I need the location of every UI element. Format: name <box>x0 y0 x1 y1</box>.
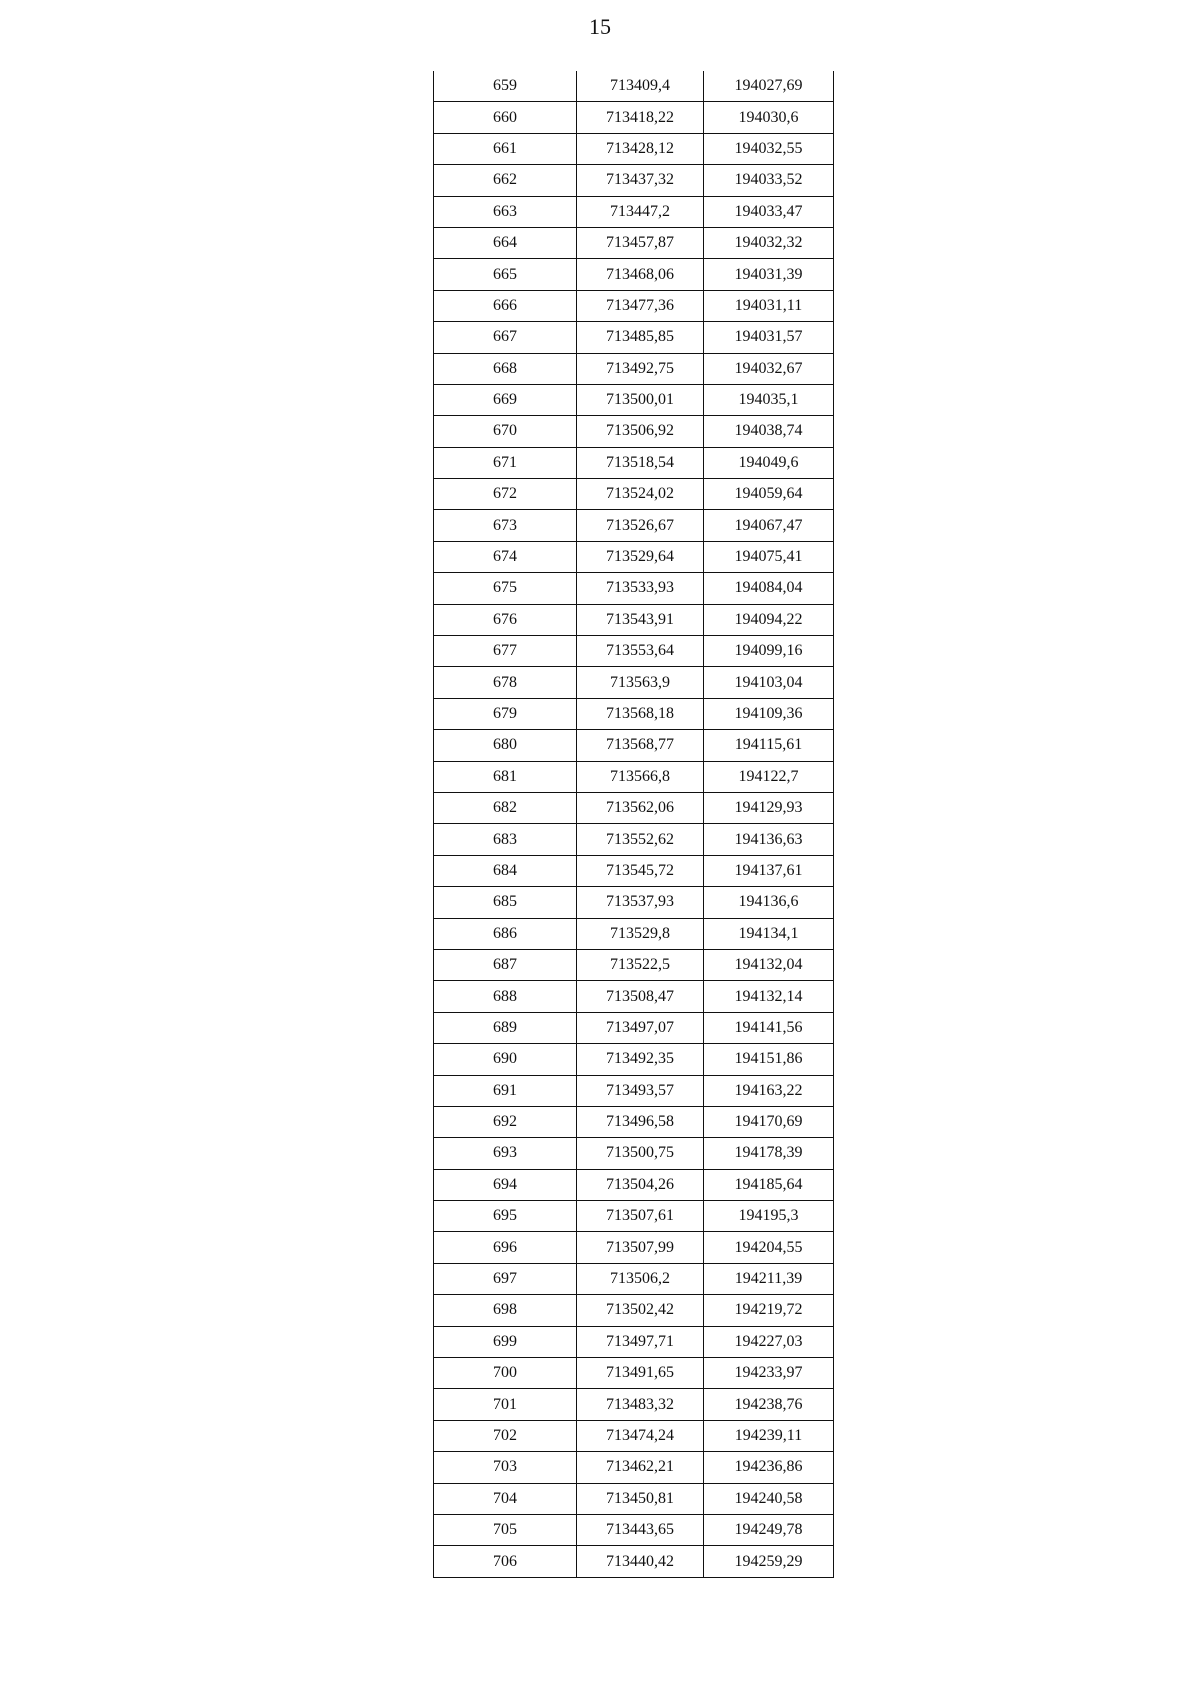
table-row <box>434 384 834 415</box>
y-coordinate-cell: 194032,67 <box>704 353 834 384</box>
point-number-cell: 665 <box>434 259 577 290</box>
table-row <box>434 918 834 949</box>
x-coordinate-cell: 713450,81 <box>577 1483 704 1514</box>
point-number-cell: 675 <box>434 573 577 604</box>
table-row <box>434 1326 834 1357</box>
y-coordinate-cell: 194195,3 <box>704 1201 834 1232</box>
table-row <box>434 416 834 447</box>
point-number-cell: 666 <box>434 290 577 321</box>
table-row <box>434 1483 834 1514</box>
x-coordinate-cell: 713418,22 <box>577 102 704 133</box>
table-row <box>434 1232 834 1263</box>
y-coordinate-cell: 194115,61 <box>704 730 834 761</box>
point-number-cell: 681 <box>434 761 577 792</box>
y-coordinate-cell: 194103,04 <box>704 667 834 698</box>
coordinates-table-body <box>434 71 834 1577</box>
point-number-cell: 659 <box>434 71 577 102</box>
x-coordinate-cell: 713552,62 <box>577 824 704 855</box>
x-coordinate-cell: 713506,92 <box>577 416 704 447</box>
y-coordinate-cell: 194132,14 <box>704 981 834 1012</box>
x-coordinate-cell: 713443,65 <box>577 1514 704 1545</box>
y-coordinate-cell: 194099,16 <box>704 636 834 667</box>
x-coordinate-cell: 713457,87 <box>577 227 704 258</box>
x-coordinate-cell: 713493,57 <box>577 1075 704 1106</box>
y-coordinate-cell: 194137,61 <box>704 855 834 886</box>
y-coordinate-cell: 194122,7 <box>704 761 834 792</box>
x-coordinate-cell: 713485,85 <box>577 322 704 353</box>
y-coordinate-cell: 194033,52 <box>704 165 834 196</box>
x-coordinate-cell: 713522,5 <box>577 949 704 980</box>
y-coordinate-cell: 194075,41 <box>704 541 834 572</box>
point-number-cell: 687 <box>434 949 577 980</box>
x-coordinate-cell: 713545,72 <box>577 855 704 886</box>
x-coordinate-cell: 713447,2 <box>577 196 704 227</box>
x-coordinate-cell: 713409,4 <box>577 71 704 102</box>
table-row <box>434 322 834 353</box>
table-row <box>434 1201 834 1232</box>
table-row <box>434 1295 834 1326</box>
y-coordinate-cell: 194136,63 <box>704 824 834 855</box>
point-number-cell: 668 <box>434 353 577 384</box>
point-number-cell: 689 <box>434 1012 577 1043</box>
point-number-cell: 662 <box>434 165 577 196</box>
y-coordinate-cell: 194030,6 <box>704 102 834 133</box>
y-coordinate-cell: 194170,69 <box>704 1106 834 1137</box>
table-row <box>434 792 834 823</box>
point-number-cell: 695 <box>434 1201 577 1232</box>
y-coordinate-cell: 194136,6 <box>704 887 834 918</box>
table-row <box>434 1389 834 1420</box>
y-coordinate-cell: 194141,56 <box>704 1012 834 1043</box>
y-coordinate-cell: 194031,57 <box>704 322 834 353</box>
x-coordinate-cell: 713477,36 <box>577 290 704 321</box>
x-coordinate-cell: 713537,93 <box>577 887 704 918</box>
x-coordinate-cell: 713468,06 <box>577 259 704 290</box>
y-coordinate-cell: 194132,04 <box>704 949 834 980</box>
y-coordinate-cell: 194233,97 <box>704 1358 834 1389</box>
table-row <box>434 133 834 164</box>
x-coordinate-cell: 713500,75 <box>577 1138 704 1169</box>
x-coordinate-cell: 713562,06 <box>577 792 704 823</box>
x-coordinate-cell: 713568,77 <box>577 730 704 761</box>
x-coordinate-cell: 713563,9 <box>577 667 704 698</box>
y-coordinate-cell: 194239,11 <box>704 1420 834 1451</box>
x-coordinate-cell: 713497,07 <box>577 1012 704 1043</box>
point-number-cell: 678 <box>434 667 577 698</box>
page-number: 15 <box>589 14 611 39</box>
y-coordinate-cell: 194259,29 <box>704 1546 834 1577</box>
x-coordinate-cell: 713553,64 <box>577 636 704 667</box>
table-row <box>434 1075 834 1106</box>
table-row <box>434 479 834 510</box>
table-row <box>434 165 834 196</box>
table-row <box>434 1169 834 1200</box>
point-number-cell: 674 <box>434 541 577 572</box>
y-coordinate-cell: 194227,03 <box>704 1326 834 1357</box>
x-coordinate-cell: 713533,93 <box>577 573 704 604</box>
x-coordinate-cell: 713428,12 <box>577 133 704 164</box>
table-row <box>434 698 834 729</box>
table-row <box>434 447 834 478</box>
y-coordinate-cell: 194151,86 <box>704 1044 834 1075</box>
point-number-cell: 696 <box>434 1232 577 1263</box>
x-coordinate-cell: 713437,32 <box>577 165 704 196</box>
table-row <box>434 667 834 698</box>
y-coordinate-cell: 194035,1 <box>704 384 834 415</box>
table-row <box>434 824 834 855</box>
y-coordinate-cell: 194185,64 <box>704 1169 834 1200</box>
x-coordinate-cell: 713524,02 <box>577 479 704 510</box>
point-number-cell: 693 <box>434 1138 577 1169</box>
point-number-cell: 705 <box>434 1514 577 1545</box>
point-number-cell: 684 <box>434 855 577 886</box>
y-coordinate-cell: 194033,47 <box>704 196 834 227</box>
point-number-cell: 691 <box>434 1075 577 1106</box>
point-number-cell: 706 <box>434 1546 577 1577</box>
x-coordinate-cell: 713462,21 <box>577 1452 704 1483</box>
point-number-cell: 682 <box>434 792 577 823</box>
point-number-cell: 670 <box>434 416 577 447</box>
x-coordinate-cell: 713566,8 <box>577 761 704 792</box>
x-coordinate-cell: 713518,54 <box>577 447 704 478</box>
y-coordinate-cell: 194038,74 <box>704 416 834 447</box>
x-coordinate-cell: 713491,65 <box>577 1358 704 1389</box>
point-number-cell: 680 <box>434 730 577 761</box>
point-number-cell: 694 <box>434 1169 577 1200</box>
point-number-cell: 698 <box>434 1295 577 1326</box>
x-coordinate-cell: 713440,42 <box>577 1546 704 1577</box>
point-number-cell: 663 <box>434 196 577 227</box>
x-coordinate-cell: 713483,32 <box>577 1389 704 1420</box>
point-number-cell: 700 <box>434 1358 577 1389</box>
table-row <box>434 636 834 667</box>
table-row <box>434 1420 834 1451</box>
y-coordinate-cell: 194240,58 <box>704 1483 834 1514</box>
point-number-cell: 685 <box>434 887 577 918</box>
table-row <box>434 1358 834 1389</box>
table-row <box>434 1138 834 1169</box>
table-row <box>434 290 834 321</box>
y-coordinate-cell: 194238,76 <box>704 1389 834 1420</box>
point-number-cell: 692 <box>434 1106 577 1137</box>
point-number-cell: 688 <box>434 981 577 1012</box>
y-coordinate-cell: 194059,64 <box>704 479 834 510</box>
y-coordinate-cell: 194109,36 <box>704 698 834 729</box>
x-coordinate-cell: 713526,67 <box>577 510 704 541</box>
table-row <box>434 227 834 258</box>
y-coordinate-cell: 194027,69 <box>704 71 834 102</box>
point-number-cell: 677 <box>434 636 577 667</box>
y-coordinate-cell: 194163,22 <box>704 1075 834 1106</box>
table-row <box>434 761 834 792</box>
x-coordinate-cell: 713508,47 <box>577 981 704 1012</box>
point-number-cell: 683 <box>434 824 577 855</box>
x-coordinate-cell: 713474,24 <box>577 1420 704 1451</box>
x-coordinate-cell: 713507,99 <box>577 1232 704 1263</box>
y-coordinate-cell: 194129,93 <box>704 792 834 823</box>
point-number-cell: 667 <box>434 322 577 353</box>
table-row <box>434 196 834 227</box>
point-number-cell: 672 <box>434 479 577 510</box>
x-coordinate-cell: 713504,26 <box>577 1169 704 1200</box>
coordinates-table <box>433 71 834 1578</box>
table-row <box>434 510 834 541</box>
point-number-cell: 686 <box>434 918 577 949</box>
x-coordinate-cell: 713568,18 <box>577 698 704 729</box>
y-coordinate-cell: 194031,11 <box>704 290 834 321</box>
point-number-cell: 701 <box>434 1389 577 1420</box>
y-coordinate-cell: 194032,32 <box>704 227 834 258</box>
table-row <box>434 855 834 886</box>
table-row <box>434 1044 834 1075</box>
table-row <box>434 259 834 290</box>
x-coordinate-cell: 713529,64 <box>577 541 704 572</box>
table-row <box>434 71 834 102</box>
x-coordinate-cell: 713529,8 <box>577 918 704 949</box>
x-coordinate-cell: 713492,35 <box>577 1044 704 1075</box>
table-row <box>434 1546 834 1577</box>
y-coordinate-cell: 194204,55 <box>704 1232 834 1263</box>
point-number-cell: 703 <box>434 1452 577 1483</box>
point-number-cell: 671 <box>434 447 577 478</box>
y-coordinate-cell: 194049,6 <box>704 447 834 478</box>
point-number-cell: 664 <box>434 227 577 258</box>
table-row <box>434 1106 834 1137</box>
y-coordinate-cell: 194249,78 <box>704 1514 834 1545</box>
x-coordinate-cell: 713497,71 <box>577 1326 704 1357</box>
x-coordinate-cell: 713507,61 <box>577 1201 704 1232</box>
point-number-cell: 660 <box>434 102 577 133</box>
point-number-cell: 673 <box>434 510 577 541</box>
table-row <box>434 887 834 918</box>
table-row <box>434 1263 834 1294</box>
y-coordinate-cell: 194219,72 <box>704 1295 834 1326</box>
point-number-cell: 661 <box>434 133 577 164</box>
point-number-cell: 669 <box>434 384 577 415</box>
table-row <box>434 1012 834 1043</box>
table-row <box>434 102 834 133</box>
point-number-cell: 702 <box>434 1420 577 1451</box>
y-coordinate-cell: 194178,39 <box>704 1138 834 1169</box>
point-number-cell: 690 <box>434 1044 577 1075</box>
y-coordinate-cell: 194094,22 <box>704 604 834 635</box>
table-row <box>434 949 834 980</box>
table-row <box>434 541 834 572</box>
x-coordinate-cell: 713502,42 <box>577 1295 704 1326</box>
x-coordinate-cell: 713543,91 <box>577 604 704 635</box>
x-coordinate-cell: 713496,58 <box>577 1106 704 1137</box>
point-number-cell: 699 <box>434 1326 577 1357</box>
y-coordinate-cell: 194211,39 <box>704 1263 834 1294</box>
table-row <box>434 981 834 1012</box>
table-row <box>434 1452 834 1483</box>
point-number-cell: 676 <box>434 604 577 635</box>
table-row <box>434 730 834 761</box>
table-row <box>434 573 834 604</box>
y-coordinate-cell: 194134,1 <box>704 918 834 949</box>
x-coordinate-cell: 713492,75 <box>577 353 704 384</box>
x-coordinate-cell: 713506,2 <box>577 1263 704 1294</box>
table-row <box>434 1514 834 1545</box>
y-coordinate-cell: 194084,04 <box>704 573 834 604</box>
point-number-cell: 679 <box>434 698 577 729</box>
y-coordinate-cell: 194031,39 <box>704 259 834 290</box>
table-row <box>434 353 834 384</box>
point-number-cell: 704 <box>434 1483 577 1514</box>
table-row <box>434 604 834 635</box>
x-coordinate-cell: 713500,01 <box>577 384 704 415</box>
y-coordinate-cell: 194032,55 <box>704 133 834 164</box>
y-coordinate-cell: 194067,47 <box>704 510 834 541</box>
point-number-cell: 697 <box>434 1263 577 1294</box>
y-coordinate-cell: 194236,86 <box>704 1452 834 1483</box>
